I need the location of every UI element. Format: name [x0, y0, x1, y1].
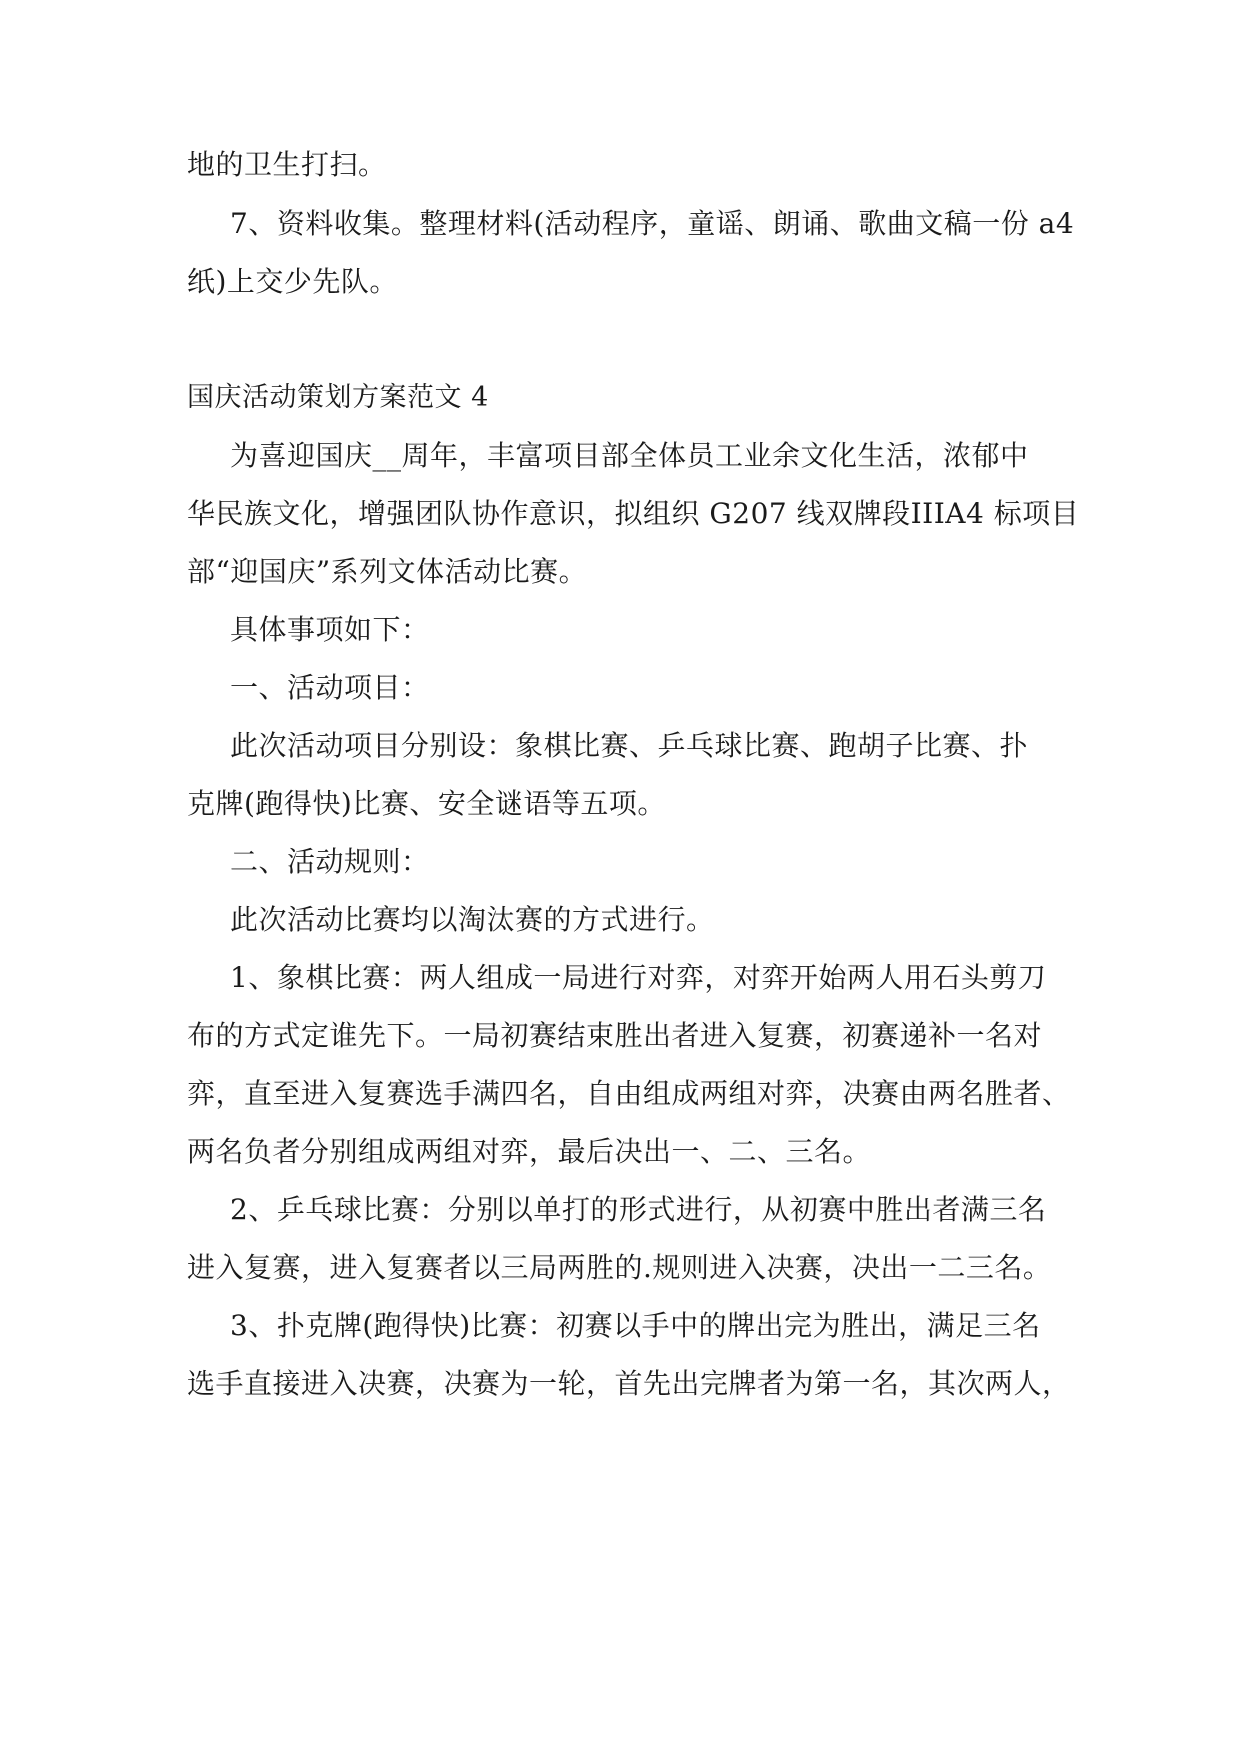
text-line: 2、乒乓球比赛：分别以单打的形式进行，从初赛中胜出者满三名 — [230, 1193, 1047, 1226]
text-line: 1、象棋比赛：两人组成一局进行对弈，对弈开始两人用石头剪刀 — [230, 961, 1047, 994]
text-line: 华民族文化，增强团队协作意识，拟组织 G207 线双牌段IIIA4 标项目 — [187, 497, 1080, 530]
text-line: 克牌(跑得快)比赛、安全谜语等五项。 — [187, 787, 666, 820]
text-line: 进入复赛，进入复赛者以三局两胜的.规则进入决赛，决出一二三名。 — [187, 1251, 1052, 1284]
text-line: 具体事项如下： — [230, 613, 430, 646]
text-line: 弈，直至进入复赛选手满四名，自由组成两组对弈，决赛由两名胜者、 — [187, 1077, 1071, 1110]
section-heading: 国庆活动策划方案范文 4 — [187, 382, 489, 413]
text-line: 纸)上交少先队。 — [187, 265, 398, 298]
text-line: 此次活动项目分别设：象棋比赛、乒乓球比赛、跑胡子比赛、扑 — [230, 729, 1029, 762]
text-line: 布的方式定谁先下。一局初赛结束胜出者进入复赛，初赛递补一名对 — [187, 1019, 1043, 1052]
text-line: 部“迎国庆”系列文体活动比赛。 — [187, 555, 588, 588]
text-line: 地的卫生打扫。 — [187, 148, 387, 181]
text-line: 一、活动项目： — [230, 671, 430, 704]
text-line: 此次活动比赛均以淘汰赛的方式进行。 — [230, 903, 715, 936]
text-line: 两名负者分别组成两组对弈，最后决出一、二、三名。 — [187, 1135, 872, 1168]
text-line: 7、资料收集。整理材料(活动程序，童谣、朗诵、歌曲文稿一份 a4 — [230, 207, 1075, 240]
text-line: 选手直接进入决赛，决赛为一轮，首先出完牌者为第一名，其次两人， — [187, 1367, 1071, 1400]
text-line: 二、活动规则： — [230, 845, 430, 878]
text-line: 3、扑克牌(跑得快)比赛：初赛以手中的牌出完为胜出，满足三名 — [230, 1309, 1041, 1342]
text-line: 为喜迎国庆__周年，丰富项目部全体员工业余文化生活，浓郁中 — [230, 439, 1029, 472]
